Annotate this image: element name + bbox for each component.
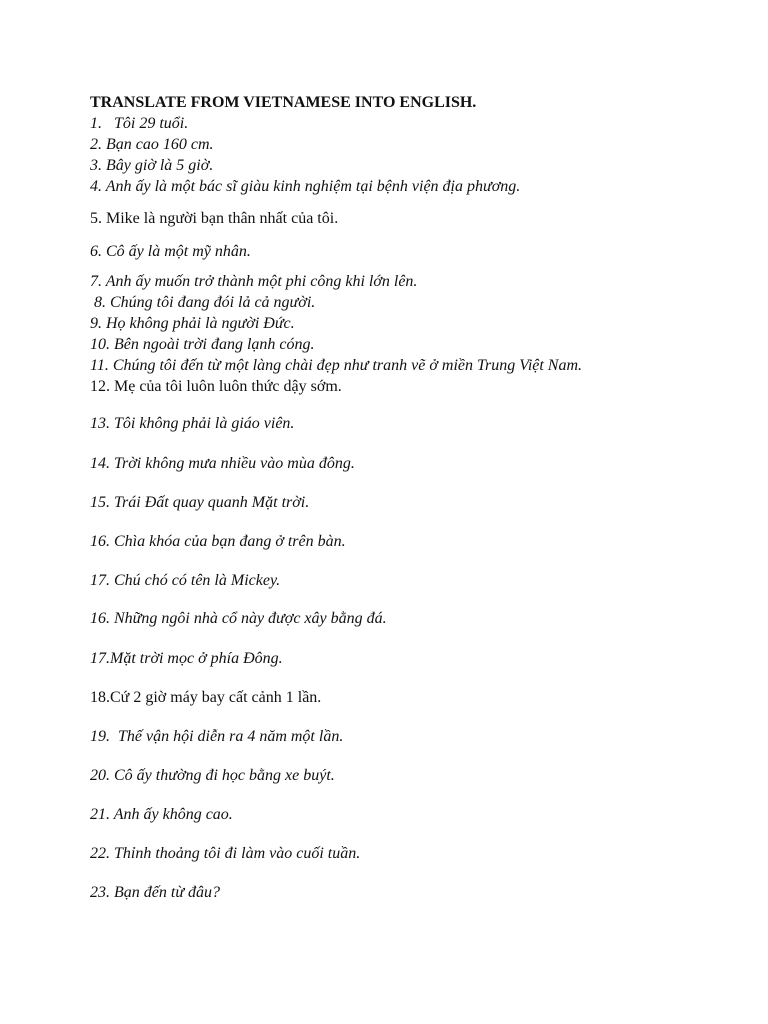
sentence-item: 7. Anh ấy muốn trở thành một phi công khi lớn lên. xyxy=(90,273,418,290)
sentence-item: 16. Những ngôi nhà cổ này được xây bằng đá. xyxy=(90,610,387,627)
page-title: TRANSLATE FROM VIETNAMESE INTO ENGLISH. xyxy=(90,94,477,111)
sentence-item: 6. Cô ấy là một mỹ nhân. xyxy=(90,243,251,260)
sentence-item: 4. Anh ấy là một bác sĩ giàu kinh nghiệm tại bệnh viện địa phương. xyxy=(90,178,521,195)
sentence-item: 5. Mike là người bạn thân nhất của tôi. xyxy=(90,210,339,227)
sentence-item: 9. Họ không phải là người Đức. xyxy=(90,315,295,332)
sentence-item: 18.Cứ 2 giờ máy bay cất cảnh 1 lần. xyxy=(90,689,322,706)
sentence-item: 15. Trái Đất quay quanh Mặt trời. xyxy=(90,494,310,511)
sentence-item: 11. Chúng tôi đến từ một làng chài đẹp như tranh vẽ ở miền Trung Việt Nam. xyxy=(90,357,583,374)
sentence-item: 16. Chìa khóa của bạn đang ở trên bàn. xyxy=(90,533,346,550)
sentence-item: 2. Bạn cao 160 cm. xyxy=(90,136,214,153)
sentence-item: 17.Mặt trời mọc ở phía Đông. xyxy=(90,650,283,667)
sentence-item: 23. Bạn đến từ đâu? xyxy=(90,884,221,901)
sentence-item: 21. Anh ấy không cao. xyxy=(90,806,233,823)
sentence-item: 17. Chú chó có tên là Mickey. xyxy=(90,572,281,589)
sentence-item: 19. Thế vận hội diễn ra 4 năm một lần. xyxy=(90,728,344,745)
sentence-item: 14. Trời không mưa nhiều vào mùa đông. xyxy=(90,455,355,472)
sentence-item: 22. Thỉnh thoảng tôi đi làm vào cuối tuần. xyxy=(90,845,361,862)
sentence-item: 3. Bây giờ là 5 giờ. xyxy=(90,157,214,174)
sentence-item: 8. Chúng tôi đang đói lả cả người. xyxy=(90,294,316,311)
sentence-item: 13. Tôi không phải là giáo viên. xyxy=(90,415,295,432)
sentence-item: 10. Bên ngoài trời đang lạnh cóng. xyxy=(90,336,315,353)
sentence-item: 12. Mẹ của tôi luôn luôn thức dậy sớm. xyxy=(90,378,342,395)
sentence-item: 1. Tôi 29 tuổi. xyxy=(90,115,189,132)
sentence-item: 20. Cô ấy thường đi học bằng xe buýt. xyxy=(90,767,335,784)
